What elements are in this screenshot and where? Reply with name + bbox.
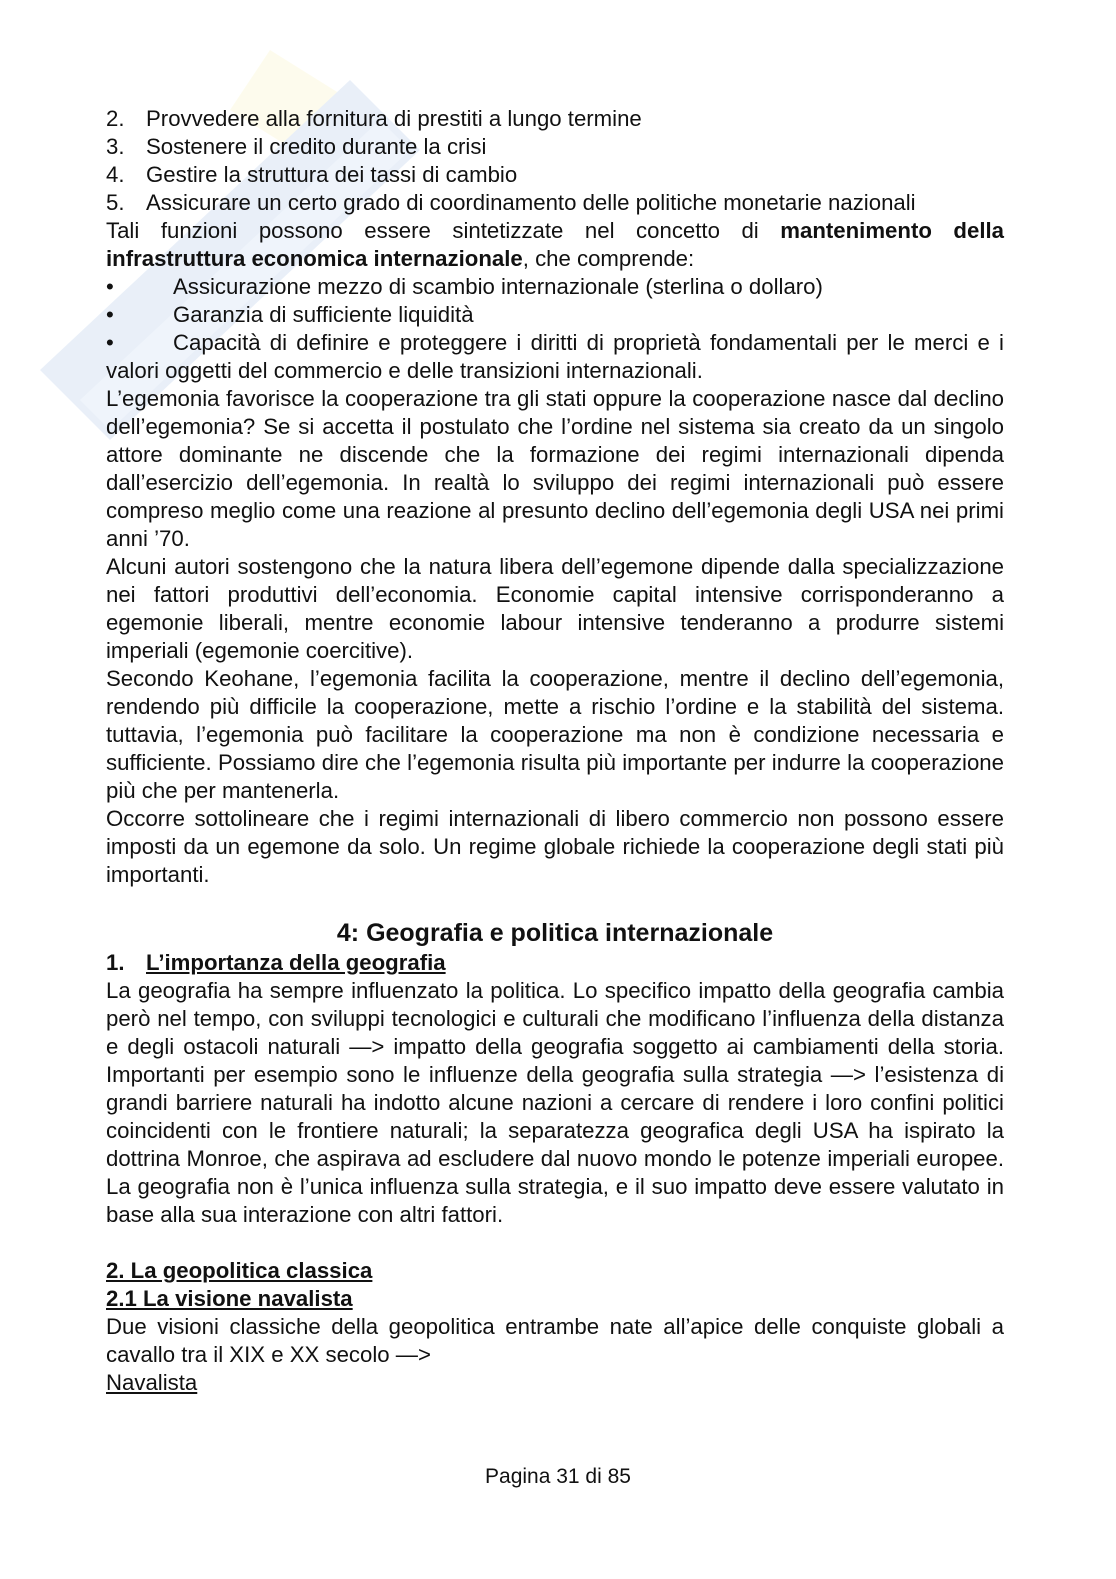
section-number: 1.: [106, 950, 125, 975]
section-paragraph: La geografia ha sempre influenzato la politica. Lo specifico impatto della geografia cambia però nel tempo, con sviluppi tecnologici e culturali che modificano l’influenza della distanza e degli ostacoli naturali —> impatto della geografia soggetto ai cambiamenti della storia. Importanti per esempio sono le influenze della geografia sulla strategia —> l’esistenza di grandi barriere naturali ha indotto alcune nazioni a cercare di rendere i loro confini politici coincidenti con le frontiere naturali; la separatezza geografica degli USA ha ispirato la dottrina Monroe, che aspirava ad escludere dal nuovo mondo le potenze imperiali europee. La geografia non è l’unica influenza sulla strategia, e il suo impatto deve essere valutato in base alla sua interazione con altri fattori.: [106, 978, 1004, 1227]
underlined-label: Navalista: [106, 1370, 198, 1395]
list-number: 4.: [106, 162, 125, 187]
list-text: Provvedere alla fornitura di prestiti a lungo termine: [146, 106, 642, 131]
list-text: Sostenere il credito durante la crisi: [146, 134, 487, 159]
intro-bold-term: mantenimento della infrastruttura economica internazionale: [106, 218, 1004, 271]
list-number: 3.: [106, 134, 125, 159]
list-item: [106, 105, 1004, 133]
section-heading: 2. La geopolitica classica: [106, 1258, 373, 1283]
list-number: 5.: [106, 190, 125, 215]
numbered-list: [106, 105, 1004, 217]
section-title: L’importanza della geografia: [146, 950, 446, 975]
list-item: [106, 189, 1004, 217]
bullet-icon: •: [106, 302, 114, 327]
chapter-title: 4: Geografia e politica internazionale: [336, 919, 774, 947]
section-heading: [106, 949, 1004, 977]
body-paragraph: L’egemonia favorisce la cooperazione tra gli stati oppure la cooperazione nasce dal declino dell’egemonia? Se si accetta il postulato che l’ordine nel sistema sia creato da un singolo attore dominante ne discende che la formazione dei regimi internazionali dipenda dall’esercizio dell’egemonia. In realtà lo sviluppo dei regimi internazionali può essere compreso meglio come una reazione al presunto declino dell’egemonia degli USA nei primi anni ’70.: [106, 386, 1004, 551]
body-paragraph: Alcuni autori sostengono che la natura libera dell’egemone dipende dalla specializzazione nei fattori produttivi dell’economia. Economie capital intensive corrisponderanno a egemonie liberali, mentre economie labour intensive tenderanno a produrre sistemi imperiali (egemonie coercitive).: [106, 554, 1004, 663]
bullet-item: • Garanzia di sufficiente liquidità: [106, 302, 474, 327]
list-item: [106, 161, 1004, 189]
bullet-icon: •: [106, 330, 114, 355]
subsection-heading: 2.1 La visione navalista: [106, 1286, 353, 1311]
bullet-item: • Assicurazione mezzo di scambio internazionale (sterlina o dollaro): [106, 274, 823, 299]
spacer: [106, 1229, 1004, 1257]
list-text: Gestire la struttura dei tassi di cambio: [146, 162, 518, 187]
page-footer: Pagina 31 di 85: [485, 1465, 631, 1488]
section-paragraph: Due visioni classiche della geopolitica entrambe nate all’apice delle conquiste globali a cavallo tra il XIX e XX secolo —>: [106, 1314, 1004, 1367]
bullet-item: • Capacità di definire e proteggere i diritti di proprietà fondamentali per le merci e i valori oggetti del commercio e delle transizioni internazionali.: [106, 330, 1004, 383]
bullet-icon: •: [106, 274, 114, 299]
list-number: 2.: [106, 106, 125, 131]
document-page: [106, 105, 1004, 1397]
body-paragraph: Occorre sottolineare che i regimi internazionali di libero commercio non possono essere imposti da un egemone da solo. Un regime globale richiede la cooperazione degli stati più importanti.: [106, 806, 1004, 887]
list-text: Assicurare un certo grado di coordinamento delle politiche monetarie nazionali: [146, 190, 916, 215]
intro-paragraph: Tali funzioni possono essere sintetizzate nel concetto di mantenimento della infrastruttura economica internazionale, che comprende:: [106, 218, 1004, 271]
list-item: [106, 133, 1004, 161]
body-paragraph: Secondo Keohane, l’egemonia facilita la cooperazione, mentre il declino dell’egemonia, rendendo più difficile la cooperazione, mette a rischio l’ordine e la stabilità del sistema. tuttavia, l’egemonia può facilitare la cooperazione ma non è condizione necessaria e sufficiente. Possiamo dire che l’egemonia risulta più importante per indurre la cooperazione più che per mantenerla.: [106, 666, 1004, 803]
